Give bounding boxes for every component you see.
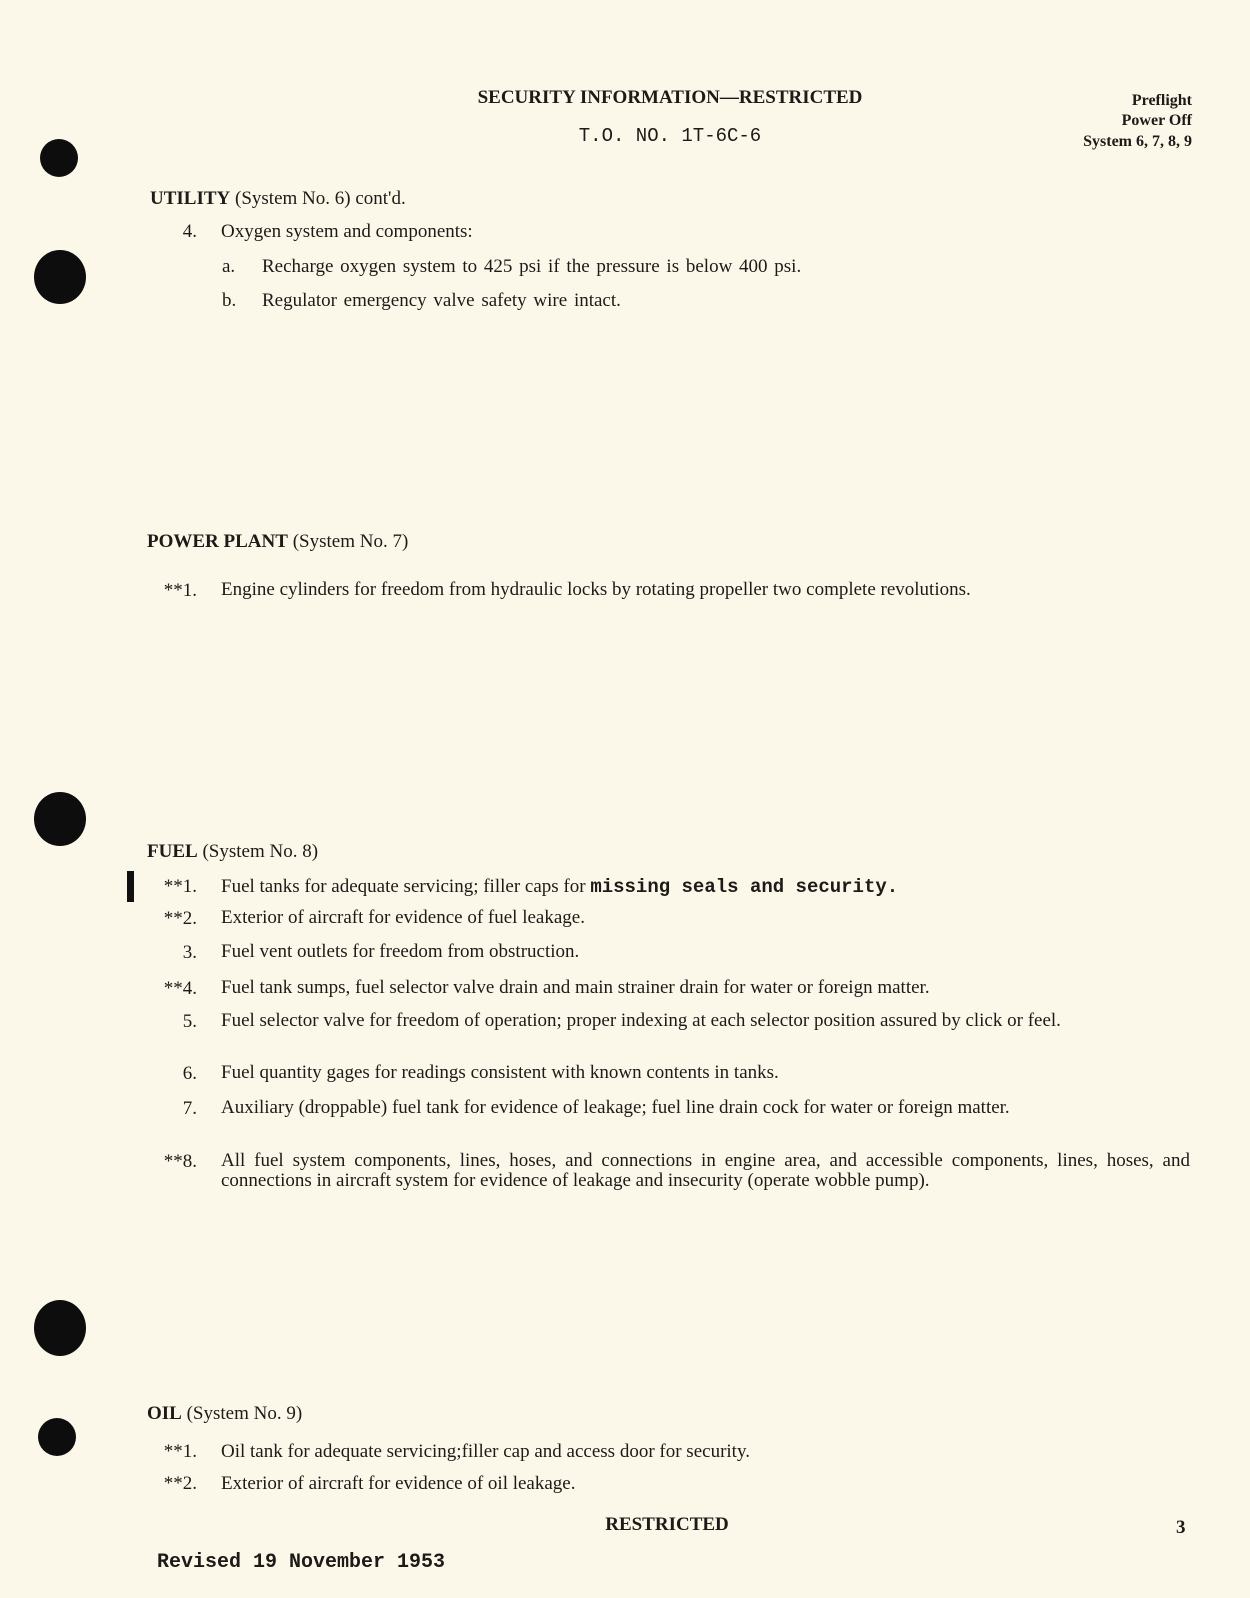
subitem-text: Recharge oxygen system to 425 psi if the pressure is below 400 psi. bbox=[262, 256, 802, 277]
item-text: Auxiliary (droppable) fuel tank for evidence of leakage; fuel line drain cock for water or foreign matter. bbox=[221, 1097, 1010, 1118]
subitem-text: Regulator emergency valve safety wire intact. bbox=[262, 290, 621, 311]
item-number: **1. bbox=[163, 876, 197, 897]
item-text: Fuel tanks for adequate servicing; filler caps for missing seals and security. bbox=[221, 876, 899, 898]
binder-hole bbox=[38, 1418, 76, 1456]
item-number: **4. bbox=[163, 978, 197, 999]
item-text: Exterior of aircraft for evidence of oil leakage. bbox=[221, 1473, 576, 1494]
item-text: Fuel tank sumps, fuel selector valve drain and main strainer drain for water or foreign matter. bbox=[221, 977, 930, 998]
item-number: **1. bbox=[163, 580, 197, 601]
item-number: **2. bbox=[163, 1473, 197, 1494]
item-number: **8. bbox=[163, 1151, 197, 1172]
item-number: 3. bbox=[182, 942, 197, 963]
item-text: Fuel vent outlets for freedom from obstruction. bbox=[221, 941, 580, 962]
item-text: Oil tank for adequate servicing;filler cap and access door for security. bbox=[221, 1441, 750, 1462]
section-heading-power-plant: POWER PLANT (System No. 7) bbox=[147, 531, 409, 552]
footer-classification: RESTRICTED bbox=[605, 1514, 729, 1535]
side-label-preflight: Preflight bbox=[1131, 92, 1192, 109]
subitem-letter: a. bbox=[222, 256, 236, 277]
item-number: **1. bbox=[163, 1441, 197, 1462]
page-number: 3 bbox=[1176, 1517, 1186, 1538]
subitem-letter: b. bbox=[222, 290, 237, 311]
binder-hole bbox=[34, 792, 86, 846]
binder-hole bbox=[34, 250, 86, 304]
item-number: 5. bbox=[182, 1011, 197, 1032]
item-text: Fuel selector valve for freedom of operation; proper indexing at each selector position assured by click or feel. bbox=[221, 1010, 1061, 1031]
change-bar bbox=[127, 871, 134, 902]
side-label-power: Power Off bbox=[1121, 112, 1192, 129]
section-heading-oil: OIL (System No. 9) bbox=[147, 1403, 303, 1424]
item-text: Engine cylinders for freedom from hydraulic locks by rotating propeller two complete revolutions. bbox=[221, 579, 971, 600]
section-heading-utility: UTILITY (System No. 6) cont'd. bbox=[150, 188, 406, 209]
item-number: **2. bbox=[163, 908, 197, 929]
item-text: Fuel quantity gages for readings consistent with known contents in tanks. bbox=[221, 1062, 779, 1083]
item-text: All fuel system components, lines, hoses, and connections in engine area, and accessible components, lines, hoses, and connections in aircraft system for evidence of leakage and insecurity (operate wobble pump). bbox=[221, 1150, 1190, 1191]
item-text: Exterior of aircraft for evidence of fuel leakage. bbox=[221, 907, 585, 928]
item-number: 6. bbox=[182, 1063, 197, 1084]
to-number: T.O. NO. 1T-6C-6 bbox=[578, 125, 762, 147]
security-heading: SECURITY INFORMATION—RESTRICTED bbox=[477, 87, 863, 108]
item-text: Oxygen system and components: bbox=[221, 221, 473, 242]
side-label-systems: System 6, 7, 8, 9 bbox=[1083, 133, 1192, 150]
item-number: 7. bbox=[182, 1098, 197, 1119]
revision-date: Revised 19 November 1953 bbox=[157, 1551, 446, 1574]
section-heading-fuel: FUEL (System No. 8) bbox=[147, 841, 319, 862]
binder-hole bbox=[34, 1300, 86, 1356]
item-number: 4. bbox=[182, 221, 197, 242]
